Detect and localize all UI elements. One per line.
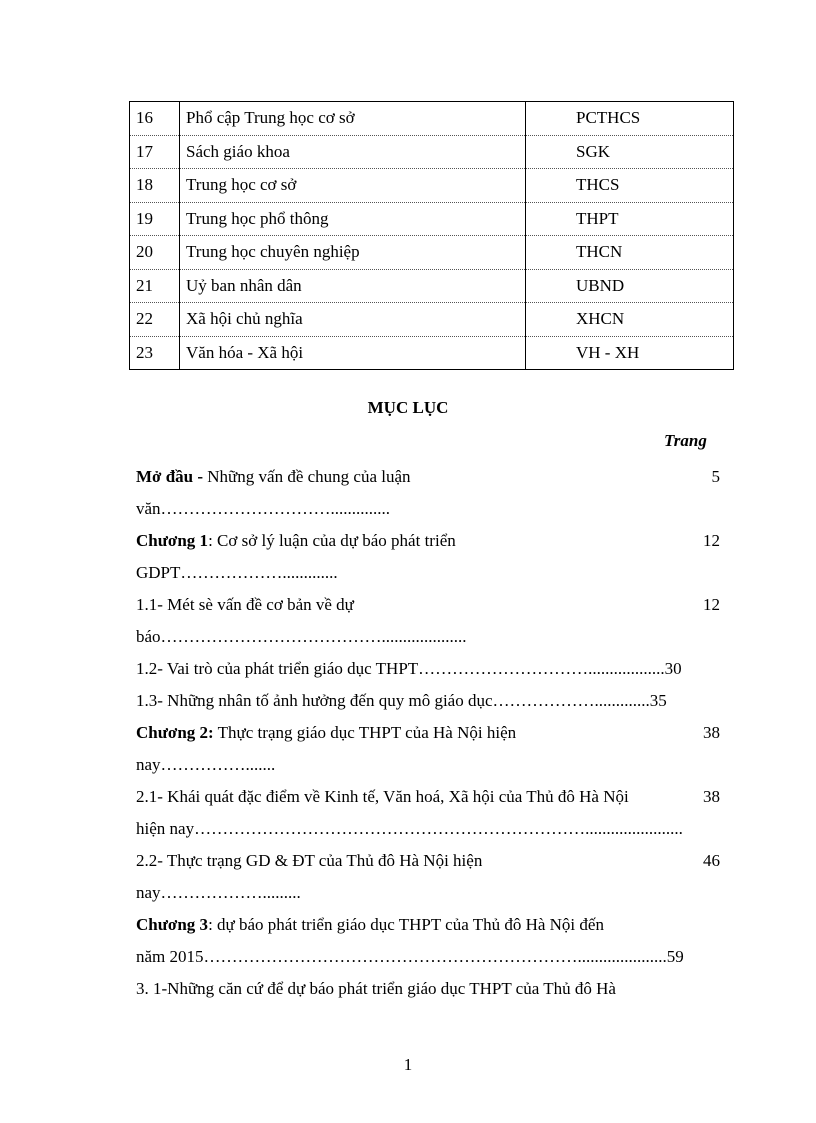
toc-entry-title: : dự báo phát triển giáo dục THPT của Thủ đô Hà Nội đến <box>208 915 604 934</box>
row-full-term: Trung học phổ thông <box>180 202 526 236</box>
toc-entry-leader: nay………………......... <box>136 883 301 902</box>
toc-entry-title: 3. 1-Những căn cứ để dự báo phát triển giáo dục THPT của Thủ đô Hà <box>136 979 616 998</box>
toc-entry[interactable] <box>136 589 720 653</box>
row-full-term: Xã hội chủ nghĩa <box>180 303 526 337</box>
table-row <box>130 169 734 203</box>
row-abbreviation: PCTHCS <box>526 102 734 136</box>
toc-entry[interactable] <box>136 781 720 845</box>
row-abbreviation: UBND <box>526 269 734 303</box>
abbreviation-table <box>129 101 734 370</box>
table-row <box>130 202 734 236</box>
toc-entry[interactable] <box>136 845 720 909</box>
row-full-term: Trung học chuyên nghiệp <box>180 236 526 270</box>
toc-entry[interactable] <box>136 461 720 525</box>
toc-entry-leader: báo………………………………….................... <box>136 627 467 646</box>
row-number: 22 <box>130 303 180 337</box>
row-full-term: Phổ cập Trung học cơ sở <box>180 102 526 136</box>
toc-entry-page: 12 <box>703 531 720 550</box>
toc-entry-page: 38 <box>703 723 720 742</box>
row-number: 23 <box>130 336 180 370</box>
toc-entry-title: Thực trạng giáo dục THPT của Hà Nội hiện <box>213 723 517 742</box>
row-abbreviation: THPT <box>526 202 734 236</box>
toc-entry-leader: năm 2015………………………………………………………….....................59 <box>136 947 684 966</box>
toc-page-label: Trang <box>664 431 707 450</box>
table-row <box>130 135 734 169</box>
toc-entry-page: 5 <box>711 467 720 486</box>
row-number: 19 <box>130 202 180 236</box>
toc-entry-leader: hiện nay……………………………………………………………....................... <box>136 819 683 838</box>
toc-entry-page: 38 <box>703 787 720 806</box>
row-full-term: Trung học cơ sở <box>180 169 526 203</box>
toc-entry-page: 12 <box>703 595 720 614</box>
row-abbreviation: VH - XH <box>526 336 734 370</box>
table-row <box>130 303 734 337</box>
row-abbreviation: THCN <box>526 236 734 270</box>
row-full-term: Uỷ ban nhân dân <box>180 269 526 303</box>
table-row <box>130 336 734 370</box>
toc-heading: MỤC LỤC <box>367 398 449 417</box>
toc-entry-title: Những vấn đề chung của luận <box>203 467 411 486</box>
toc-entry[interactable] <box>136 653 720 685</box>
toc-entry-title: : Cơ sở lý luận của dự báo phát triển <box>208 531 456 550</box>
row-number: 17 <box>130 135 180 169</box>
toc-entry[interactable] <box>136 525 720 589</box>
toc-entry-lead: Chương 1 <box>136 531 209 550</box>
toc-entry-title: 2.2- Thực trạng GD & ĐT của Thủ đô Hà Nội hiện <box>136 851 483 870</box>
row-number: 21 <box>130 269 180 303</box>
row-abbreviation: THCS <box>526 169 734 203</box>
row-full-term: Sách giáo khoa <box>180 135 526 169</box>
toc-entry[interactable] <box>136 717 720 781</box>
toc-entry-leader: văn………………………….............. <box>136 499 391 518</box>
row-number: 16 <box>130 102 180 136</box>
toc-entry-title: 1.1- Mét sè vấn đề cơ bản về dự <box>136 595 354 614</box>
row-number: 20 <box>130 236 180 270</box>
row-abbreviation: SGK <box>526 135 734 169</box>
row-full-term: Văn hóa - Xã hội <box>180 336 526 370</box>
toc-entry-leader: nay……………....... <box>136 755 276 774</box>
toc-entry-lead: Chương 3 <box>136 915 209 934</box>
toc-entry-lead: Chương 2: <box>136 723 214 742</box>
row-number: 18 <box>130 169 180 203</box>
row-abbreviation: XHCN <box>526 303 734 337</box>
toc-entry-leader: GDPT………………............. <box>136 563 338 582</box>
toc-entry-title: 2.1- Khái quát đặc điểm về Kinh tế, Văn hoá, Xã hội của Thủ đô Hà Nội <box>136 787 629 806</box>
toc-entry[interactable] <box>136 909 720 973</box>
toc-entry[interactable] <box>136 685 720 717</box>
toc-entry-title: 1.3- Những nhân tố ảnh hưởng đến quy mô giáo dục……………….............35 <box>136 691 667 710</box>
table-row <box>130 102 734 136</box>
toc-entry[interactable] <box>136 973 720 1005</box>
table-row <box>130 236 734 270</box>
toc-entry-title: 1.2- Vai trò của phát triển giáo dục THPT…………………………..................30 <box>136 659 682 678</box>
toc-entry-page: 46 <box>703 851 720 870</box>
table-row <box>130 269 734 303</box>
toc-entry-lead: Mở đầu - <box>136 467 204 486</box>
page-number: 1 <box>403 1055 413 1074</box>
